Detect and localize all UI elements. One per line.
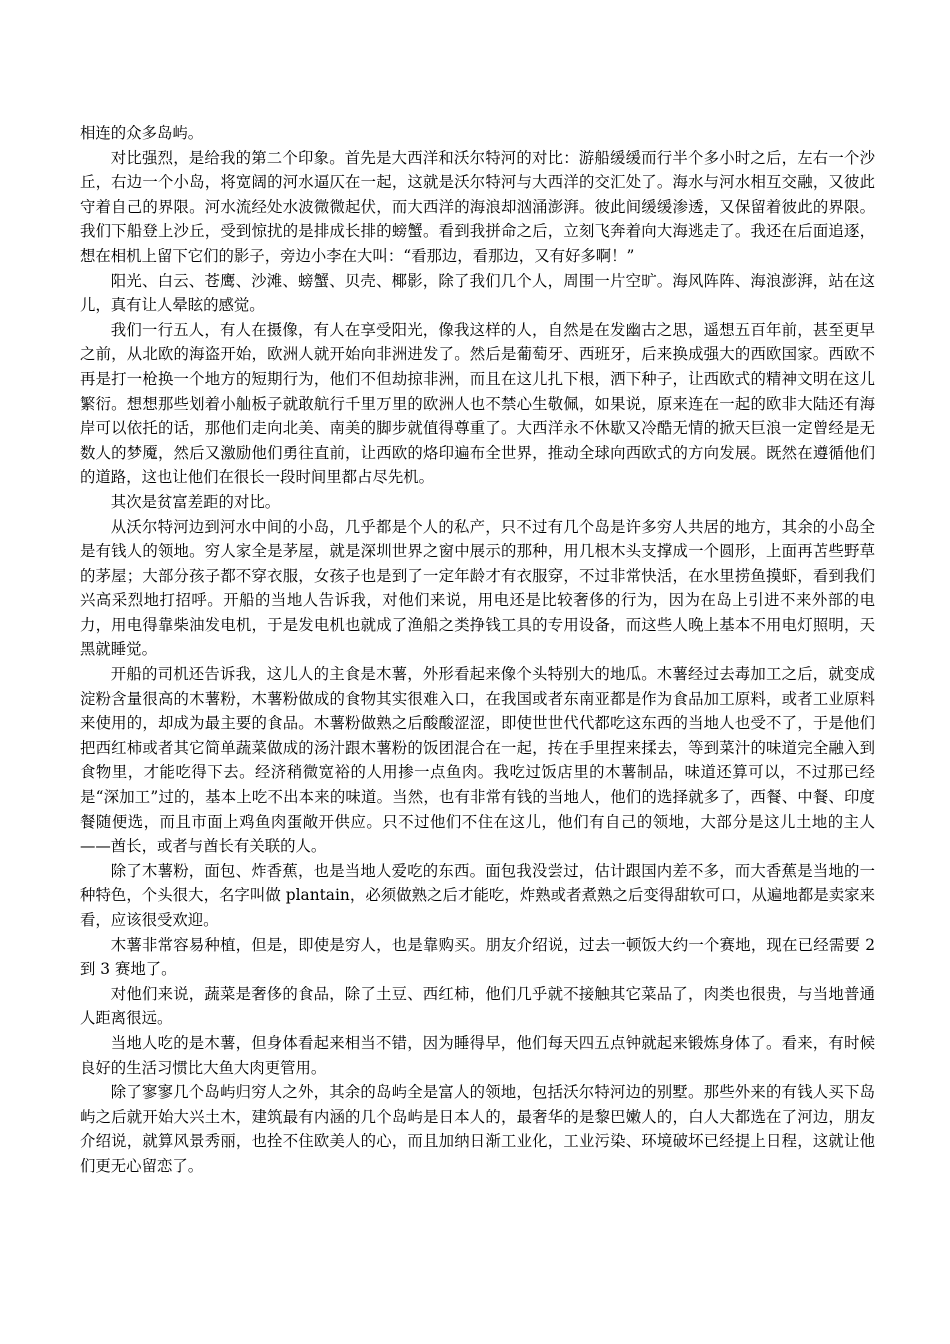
paragraph-6: 从沃尔特河边到河水中间的小岛，几乎都是个人的私产，只不过有几个岛是许多穷人共居的地方，其余的小岛全是有钱人的领地。穷人家全是茅屋，就是深圳世界之窗中展示的那种，用几根木头支撑成一个圆形，上面再苫些野草的茅屋；大部分孩子都不穿衣服，女孩子也是到了一定年龄才有衣服穿，不过非常快活，在水里捞鱼摸虾，看到我们兴高采烈地打招呼。开船的当地人告诉我，对他们来说，用电还是比较奢侈的行为，因为在岛上引进不来外部的电力，用电得靠柴油发电机，于是发电机也就成了渔船之类挣钱工具的专用设备，而这些人晚上基本不用电灯照明，天黑就睡觉。	[80, 517, 875, 659]
paragraph-8: 除了木薯粉，面包、炸香蕉，也是当地人爱吃的东西。面包我没尝过，估计跟国内差不多，而大香蕉是当地的一种特色，个头很大，名字叫做 plantain，必须做熟之后才能吃，炸熟或者煮熟之后变得甜软可口，从遍地都是卖家来看，应该很受欢迎。	[80, 861, 875, 929]
article-body	[80, 121, 875, 1179]
paragraph-4: 我们一行五人，有人在摄像，有人在享受阳光，像我这样的人，自然是在发幽古之思，遥想五百年前，甚至更早之前，从北欧的海盗开始，欧洲人就开始向非洲进发了。然后是葡萄牙、西班牙，后来换成强大的西欧国家。西欧不再是打一枪换一个地方的短期行为，他们不但劫掠非洲，而且在这儿扎下根，洒下种子，让西欧式的精神文明在这儿繁衍。想想那些划着小舢板子就敢航行千里万里的欧洲人也不禁心生敬佩，如果说，原来连在一起的欧非大陆还有海岸可以依托的话，那他们走向北美、南美的脚步就值得尊重了。大西洋永不休歇又冷酷无情的掀天巨浪一定曾经是无数人的梦魇，然后又激励他们勇往直前，让西欧的烙印遍布全世界，推动全球向西欧式的方向发展。既然在遵循他们的道路，这也让他们在很长一段时间里都占尽先机。	[80, 320, 875, 487]
paragraph-9: 木薯非常容易种植，但是，即使是穷人，也是靠购买。朋友介绍说，过去一顿饭大约一个赛地，现在已经需要 2 到 3 赛地了。	[80, 935, 875, 979]
paragraph-3: 阳光、白云、苍鹰、沙滩、螃蟹、贝壳、椰影，除了我们几个人，周围一片空旷。海风阵阵、海浪澎湃，站在这儿，真有让人晕眩的感觉。	[80, 271, 875, 315]
paragraph-10: 对他们来说，蔬菜是奢侈的食品，除了土豆、西红柿，他们几乎就不接触其它菜品了，肉类也很贵，与当地普通人距离很远。	[80, 984, 875, 1028]
paragraph-11: 当地人吃的是木薯，但身体看起来相当不错，因为睡得早，他们每天四五点钟就起来锻炼身体了。看来，有时候良好的生活习惯比大鱼大肉更管用。	[80, 1033, 875, 1077]
paragraph-12: 除了寥寥几个岛屿归穷人之外，其余的岛屿全是富人的领地，包括沃尔特河边的别墅。那些外来的有钱人买下岛屿之后就开始大兴土木，建筑最有内涵的几个岛屿是日本人的，最奢华的是黎巴嫩人的，白人大都选在了河边，朋友介绍说，就算风景秀丽，也拴不住欧美人的心，而且加纳日渐工业化，工业污染、环境破坏已经提上日程，这就让他们更无心留恋了。	[80, 1083, 875, 1175]
paragraph-5: 其次是贫富差距的对比。	[110, 492, 281, 511]
paragraph-7: 开船的司机还告诉我，这儿人的主食是木薯，外形看起来像个头特别大的地瓜。木薯经过去毒加工之后，就变成淀粉含量很高的木薯粉，木薯粉做成的食物其实很难入口，在我国或者东南亚都是作为食品加工原料，或者工业原料来使用的，却成为最主要的食品。木薯粉做熟之后酸酸涩涩，即使世世代代都吃这东西的当地人也受不了，于是他们把西红柿或者其它简单蔬菜做成的汤汁跟木薯粉的饭团混合在一起，抟在手里捏来揉去，等到菜汁的味道完全融入到食物里，才能吃得下去。经济稍微宽裕的人用掺一点鱼肉。我吃过饭店里的木薯制品，味道还算可以，不过那已经是“深加工”过的，基本上吃不出本来的味道。当然，也有非常有钱的当地人，他们的选择就多了，西餐、中餐、印度餐随便选，而且市面上鸡鱼肉蛋敞开供应。只不过他们不住在这儿，他们有自己的领地，大部分是这儿土地的主人——酋长，或者与酋长有关联的人。	[80, 665, 875, 856]
paragraph-1: 相连的众多岛屿。	[80, 124, 204, 142]
paragraph-2: 对比强烈，是给我的第二个印象。首先是大西洋和沃尔特河的对比：游船缓缓而行半个多小时之后，左右一个沙丘，右边一个小岛，将宽阔的河水逼仄在一起，这就是沃尔特河与大西洋的交汇处了。海水与河水相互交融，又彼此守着自己的界限。河水流经处水波微微起伏，而大西洋的海浪却汹涌澎湃。彼此间缓缓渗透，又保留着彼此的界限。我们下船登上沙丘，受到惊扰的是排成长排的螃蟹。看到我拼命之后，立刻飞奔着向大海逃走了。我还在后面追逐，想在相机上留下它们的影子，旁边小李在大叫：“看那边，看那边，又有好多啊！”	[80, 148, 875, 265]
